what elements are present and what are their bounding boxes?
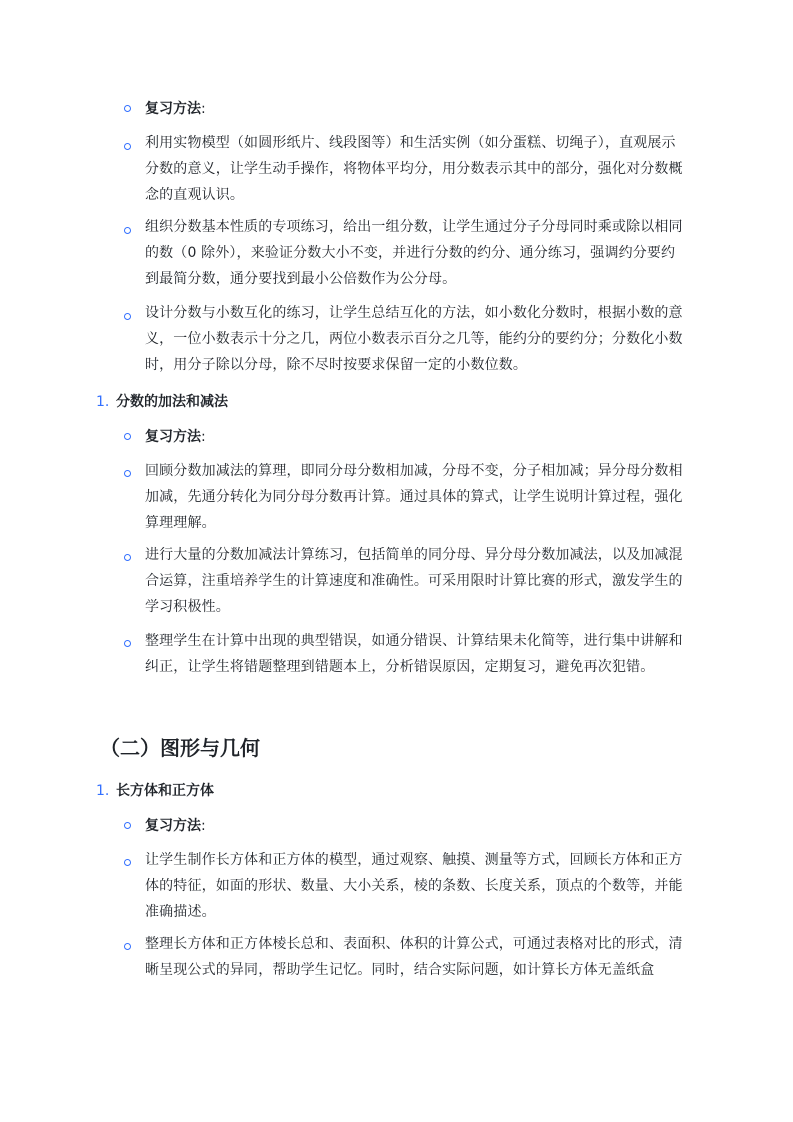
- method-label: [145, 814, 206, 838]
- list-item: 设计分数与小数互化的练习，让学生总结互化的方法，如小数化分数时，根据小数的意义，一位小数表示十分之几，两位小数表示百分之几等，能约分的要约分；分数化小数时，用分子除以分母，除不尽时按要求保留一定的小数位数。: [145, 305, 683, 373]
- list-item: 整理学生在计算中出现的典型错误，如通分错误、计算结果未化简等，进行集中讲解和纠正，让学生将错题整理到错题本上，分析错误原因，定期复习，避免再次犯错。: [145, 633, 683, 675]
- bullet-circle-icon: [124, 822, 131, 829]
- list-item: 整理长方体和正方体棱长总和、表面积、体积的计算公式，可通过表格对比的形式，清晰呈现公式的异同，帮助学生记忆。同时，结合实际问题，如计算长方体无盖纸盒: [145, 936, 683, 978]
- method-label-text: 复习方法: [145, 429, 201, 445]
- method-label-colon: :: [201, 818, 206, 834]
- list-item: 回顾分数加减法的算理，即同分母分数相加减，分母不变，分子相加减；异分母分数相加减，先通分转化为同分母分数再计算。通过具体的算式，让学生说明计算过程，强化算理理解。: [145, 463, 683, 531]
- bullet-circle-icon: [124, 470, 131, 477]
- bullet-circle-icon: [124, 143, 131, 150]
- bullet-circle-icon: [124, 227, 131, 234]
- bullet-circle-icon: [124, 554, 131, 561]
- method-label: [145, 425, 206, 449]
- list-item: 利用实物模型（如圆形纸片、线段图等）和生活实例（如分蛋糕、切绳子），直观展示分数的意义，让学生动手操作，将物体平均分，用分数表示其中的部分，强化对分数概念的直观认识。: [145, 135, 683, 203]
- bullet-circle-icon: [124, 640, 131, 647]
- bullet-circle-icon: [124, 105, 131, 112]
- method-label: [145, 97, 206, 121]
- bullet-circle-icon: [124, 433, 131, 440]
- method-label-text: 复习方法: [145, 101, 201, 117]
- list-number: 1.: [96, 394, 110, 410]
- subsection-heading: 长方体和正方体: [116, 783, 214, 799]
- list-number: 1.: [96, 783, 110, 799]
- section-title: （二）图形与几何: [100, 736, 260, 760]
- subsection-heading: 分数的加法和减法: [116, 394, 228, 410]
- bullet-circle-icon: [124, 313, 131, 320]
- bullet-circle-icon: [124, 943, 131, 950]
- list-item: 进行大量的分数加减法计算练习，包括简单的同分母、异分母分数加减法，以及加减混合运算，注重培养学生的计算速度和准确性。可采用限时计算比赛的形式，激发学生的学习积极性。: [145, 547, 683, 615]
- method-label-colon: :: [201, 429, 206, 445]
- list-item: 让学生制作长方体和正方体的模型，通过观察、触摸、测量等方式，回顾长方体和正方体的特征，如面的形状、数量、大小关系，棱的条数、长度关系，顶点的个数等，并能准确描述。: [145, 852, 683, 920]
- bullet-circle-icon: [124, 859, 131, 866]
- list-item: 组织分数基本性质的专项练习，给出一组分数，让学生通过分子分母同时乘或除以相同的数（0 除外），来验证分数大小不变，并进行分数的约分、通分练习，强调约分要约到最简分数，通分要找到最小公倍数作为公分母。: [145, 219, 683, 287]
- method-label-colon: :: [201, 101, 206, 117]
- method-label-text: 复习方法: [145, 818, 201, 834]
